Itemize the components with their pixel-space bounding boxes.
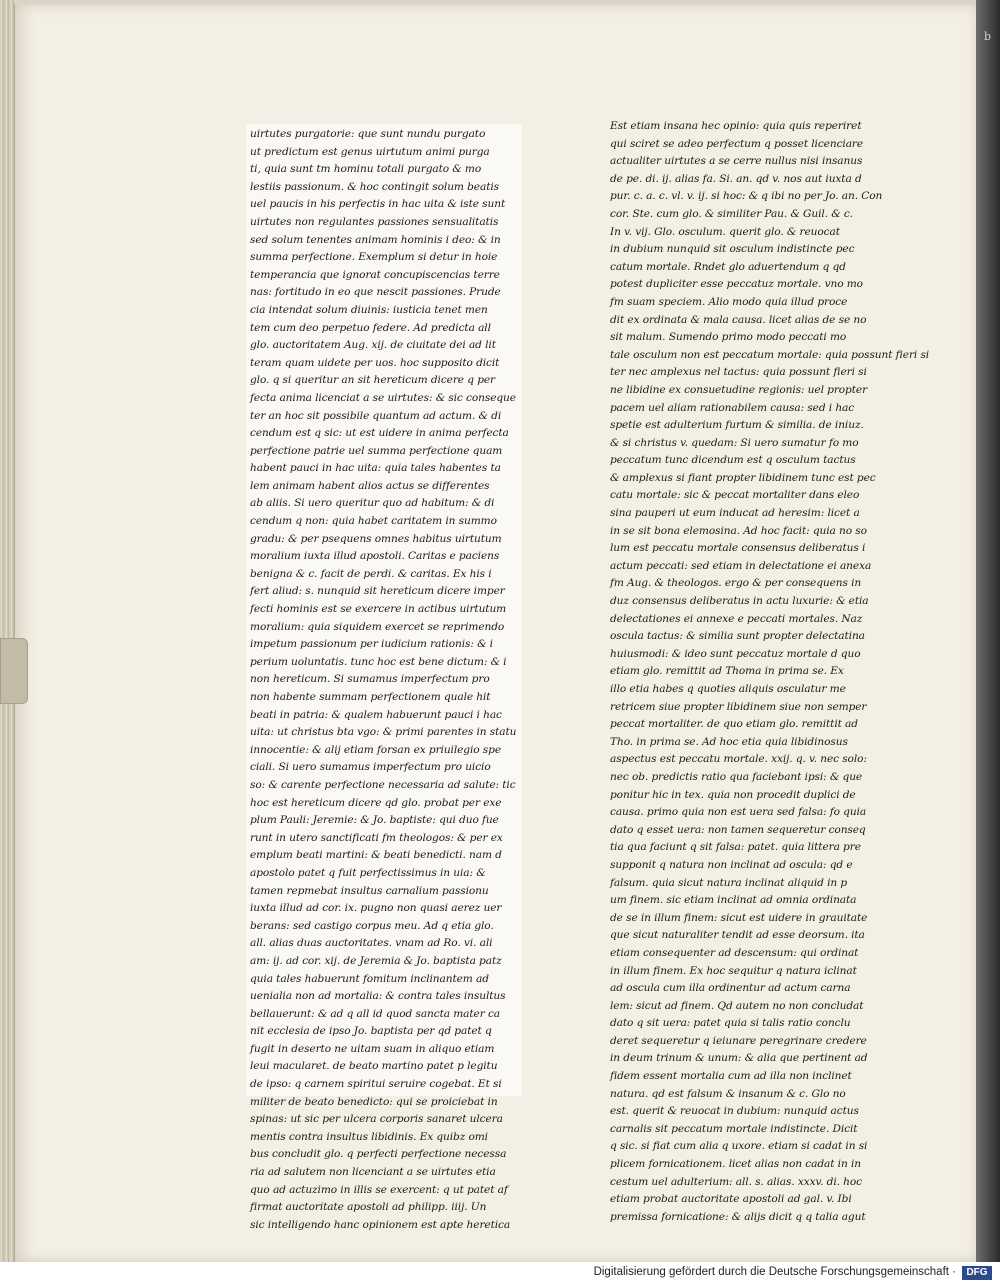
text-line: spetie est adulterium furtum & similia. de iniuz.	[610, 419, 864, 432]
text-line: in dubium nunquid sit osculum indistincte pec	[610, 243, 855, 256]
text-line: falsum. quia sicut natura inclinat aliquid in p	[610, 876, 848, 889]
text-line: tia qua faciunt q sit falsa: patet. quia littera pre	[610, 841, 861, 854]
text-line: tem cum deo perpetuo federe. Ad predicta all	[250, 321, 491, 334]
text-line: uita: ut christus bta vgo: & primi parentes in statu	[250, 726, 517, 739]
text-line: fecti hominis est se exercere in actibus uirtutum	[250, 603, 507, 616]
text-line: spinas: ut sic per ulcera corporis sanaret ulcera	[250, 1113, 503, 1126]
text-line: ria ad salutem non licenciant a se uirtutes etia	[250, 1166, 496, 1179]
text-line: ponitur hic in tex. quia non procedit duplici de	[610, 788, 856, 801]
text-line: que sicut naturaliter tendit ad esse deorsum. ita	[610, 929, 865, 942]
text-line: iuxta illud ad cor. ix. pugno non quasi aerez uer	[250, 902, 502, 915]
text-line: dit ex ordinata & mala causa. licet alias de se no	[610, 313, 867, 326]
text-line: ciali. Si uero sumamus imperfectum pro uicio	[250, 761, 491, 774]
text-line: beati in patria: & qualem habuerunt pauci i hac	[250, 708, 502, 721]
text-line: am: ij. ad cor. xij. de Jeremia & Jo. baptista patz	[250, 954, 502, 967]
text-line: Est etiam insana hec opinio: quia quis reperiret	[610, 120, 862, 132]
text-line: duz consensus deliberatus in actu luxurie: & etia	[610, 595, 869, 608]
text-line: temperancia que ignorat concupiscencias terre	[250, 268, 500, 281]
text-line: plicem fornicationem. licet alias non cadat in in	[610, 1158, 861, 1171]
text-line: quia tales habuerunt fomitum inclinantem ad	[250, 972, 489, 985]
text-line: causa. primo quia non est uera sed falsa: fo quia	[610, 806, 867, 819]
text-line: supponit q natura non inclinat ad oscula: qd e	[610, 858, 853, 871]
footer-bar	[0, 1262, 1000, 1285]
folio-mark: b	[984, 30, 992, 43]
right-text-column	[610, 118, 930, 1226]
text-line: lestiis passionum. & hoc contingit solum beatis	[250, 180, 499, 193]
text-line: peccat mortaliter. de quo etiam glo. remittit ad	[610, 718, 858, 731]
text-line: gradu: & per psequens omnes habitus uirtutum	[250, 532, 502, 545]
text-line: de se in illum finem: sicut est uidere in grauitate	[610, 911, 868, 924]
text-line: In v. vij. Glo. osculum. querit glo. & reuocat	[610, 225, 840, 238]
text-line: sed solum tenentes animam hominis i deo: & in	[250, 233, 501, 246]
text-line: fecta anima licenciat a se uirtutes: & sic conseque	[250, 391, 516, 404]
text-line: Tho. in prima se. Ad hoc etia quia libidinosus	[610, 735, 848, 748]
text-line: natura. qd est falsum & insanum & c. Glo no	[610, 1087, 846, 1100]
text-line: pur. c. a. c. vl. v. ij. si hoc: & q ibi no per Jo. an. Con	[610, 190, 883, 203]
text-line: sit malum. Sumendo primo modo peccati mo	[610, 331, 847, 344]
text-line: hoc est hereticum dicere qd glo. probat per exe	[250, 796, 502, 809]
text-line: berans: sed castigo corpus meu. Ad q etia glo.	[250, 919, 494, 932]
text-line: ab aliis. Si uero queritur quo ad habitum: & di	[250, 497, 495, 510]
text-line: ter an hoc sit possibile quantum ad actum. & di	[250, 409, 502, 422]
text-line: dato q sit uera: patet quia si talis ratio conclu	[610, 1017, 851, 1030]
text-line: teram quam uidete per uos. hoc supposito dicit	[250, 356, 500, 369]
text-line: etiam glo. remittit ad Thoma in prima se. Ex	[610, 665, 844, 678]
text-line: de pe. di. ij. alias fa. Si. an. qd v. nos aut iuxta d	[610, 172, 862, 185]
text-line: perfectione patrie uel summa perfectione quam	[250, 444, 503, 457]
page-tab-marker	[0, 638, 28, 704]
text-line: potest dupliciter esse peccatuz mortale. vno mo	[610, 278, 863, 291]
text-line: cendum q non: quia habet caritatem in summo	[250, 515, 497, 528]
text-line: delectationes ei annexe e peccati mortales. Naz	[610, 612, 863, 625]
text-line: tale osculum non est peccatum mortale: quia possunt fieri si	[610, 348, 930, 361]
text-line: fugit in deserto ne uitam suam in aliquo etiam	[250, 1042, 495, 1055]
text-line: & si christus v. quedam: Si uero sumatur fo mo	[610, 436, 859, 449]
funding-credit: Digitalisierung gefördert durch die Deutsche Forschungsgemeinschaft ·	[593, 1266, 956, 1278]
text-line: in deum trinum & unum: & alia que pertinent ad	[610, 1052, 868, 1065]
text-line: cendum est q sic: ut est uidere in anima perfecta	[250, 427, 509, 440]
text-line: carnalis sit peccatum mortale indistincte. Dicit	[610, 1122, 858, 1135]
text-line: mentis contra insultus libidinis. Ex quibz omi	[250, 1130, 488, 1143]
text-line: all. alias duas auctoritates. vnam ad Ro. vi. ali	[250, 937, 493, 950]
text-line: retricem siue propter libidinem siue non semper	[610, 700, 867, 713]
text-line: firmat auctoritate apostoli ad philipp. iiij. Un	[250, 1201, 487, 1214]
text-line: glo. auctoritatem Aug. xij. de ciuitate dei ad lit	[250, 339, 496, 352]
page-right-edge	[976, 0, 1000, 1262]
text-line: ti, quia sunt tm hominu totali purgato & mo	[250, 163, 482, 176]
text-line: peccatum tunc dicendum est q osculum tactus	[610, 454, 856, 467]
text-line: nec ob. predictis ratio qua faciebant ipsi: & que	[610, 770, 863, 783]
text-line: qui sciret se adeo perfectum q posset licenciare	[610, 137, 864, 150]
text-line: huiusmodi: & ideo sunt peccatuz mortale d quo	[610, 647, 861, 660]
text-line: ter nec amplexus nel tactus: quia possunt fieri si	[610, 366, 867, 379]
text-line: deret sequeretur q ieiunare peregrinare credere	[610, 1034, 867, 1047]
text-line: uirtutes purgatorie: que sunt nundu purgato	[250, 128, 486, 140]
text-line: quo ad actuzimo in illis se exercent: q ut patet af	[250, 1183, 508, 1196]
text-line: oscula tactus: & similia sunt propter delectatina	[610, 630, 865, 643]
text-line: bellauerunt: & ad q all id quod sancta mater ca	[250, 1007, 500, 1020]
text-line: pacem uel aliam rationabilem causa: sed i hac	[610, 401, 855, 414]
text-line: catu mortale: sic & peccat mortaliter dans eleo	[610, 489, 860, 502]
text-line: nas: fortitudo in eo que nescit passiones. Prude	[250, 286, 501, 299]
text-line: lum est peccatu mortale consensus deliberatus i	[610, 542, 866, 555]
text-line: so: & carente perfectione necessaria ad salute: tic	[250, 778, 516, 791]
text-line: innocentie: & alij etiam forsan ex priuilegio spe	[250, 743, 501, 756]
text-line: non hereticum. Si sumamus imperfectum pro	[250, 673, 490, 686]
text-line: catum mortale. Rndet glo aduertendum q qd	[610, 260, 846, 273]
text-line: lem: sicut ad finem. Qd autem no non concludat	[610, 999, 864, 1012]
text-line: premissa fornicatione: & alijs dicit q q talia agut	[610, 1210, 866, 1223]
text-line: moralium: quia siquidem exercet se reprimendo	[250, 620, 505, 633]
text-line: actum peccati: sed etiam in delectatione ei anexa	[610, 559, 872, 572]
text-line: etiam consequenter ad descensum: qui ordinat	[610, 946, 859, 959]
text-line: etiam probat auctoritate apostoli ad gal. v. Ibi	[610, 1193, 852, 1206]
text-line: fert aliud: s. nunquid sit hereticum dicere imper	[250, 585, 505, 598]
text-line: ad oscula cum illa ordinentur ad actum carna	[610, 982, 851, 995]
text-line: dato q esset uera: non tamen sequeretur conseq	[610, 823, 866, 836]
text-line: nit ecclesia de ipso Jo. baptista per qd patet q	[250, 1025, 492, 1038]
text-line: summa perfectione. Exemplum si detur in hoie	[250, 251, 498, 264]
text-line: est. querit & reuocat in dubium: nunquid actus	[610, 1105, 859, 1118]
text-line: uel paucis in his perfectis in hac uita & iste sunt	[250, 198, 506, 211]
text-line: emplum beati martini: & beati benedicti. nam d	[250, 849, 502, 862]
text-line: plum Pauli: Jeremie: & Jo. baptiste: qui duo fue	[250, 814, 499, 827]
text-line: perium uoluntatis. tunc hoc est bene dictum: & i	[250, 655, 507, 668]
text-line: cia intendat solum diuinis: iusticia tenet men	[250, 303, 488, 316]
text-line: actualiter uirtutes a se cerre nullus nisi insanus	[610, 155, 863, 168]
dfg-logo: DFG	[962, 1266, 992, 1280]
text-line: fm suam speciem. Alio modo quia illud proce	[610, 295, 848, 308]
text-line: illo etia habes q quoties aliquis osculatur me	[610, 683, 846, 695]
text-line: uenialia non ad mortalia: & contra tales insultus	[250, 990, 506, 1003]
text-line: moralium iuxta illud apostoli. Caritas e paciens	[250, 550, 500, 563]
text-line: sina pauperi ut eum inducat ad heresim: licet a	[610, 507, 860, 520]
text-line: militer de beato benedicto: qui se proiciebat in	[250, 1095, 498, 1108]
text-line: lem animam habent alios actus se differentes	[250, 479, 490, 492]
text-line: glo. q si queritur an sit hereticum dicere q per	[250, 374, 496, 387]
text-line: in illum finem. Ex hoc sequitur q natura iclinat	[610, 964, 857, 977]
left-text-column	[246, 124, 522, 1231]
text-line: ut predictum est genus uirtutum animi purga	[250, 145, 490, 158]
text-line: um finem. sic etiam inclinat ad omnia ordinata	[610, 894, 857, 907]
text-line: in se sit bona elemosina. Ad hoc facit: quia no so	[610, 524, 867, 537]
text-line: cestum uel adulterium: all. s. alias. xxxv. di. hoc	[610, 1175, 862, 1188]
text-line: bus concludit glo. q perfecti perfectione necessa	[250, 1148, 507, 1161]
text-line: apostolo patet q fuit perfectissimus in uia: &	[250, 866, 486, 879]
text-line: de ipso: q carnem spiritui seruire cogebat. Et si	[250, 1078, 502, 1091]
text-line: aspectus est peccatu mortale. xxij. q. v. nec solo:	[610, 753, 867, 766]
text-line: fidem essent mortalia cum ad illa non inclinet	[610, 1070, 852, 1083]
text-line: sic intelligendo hanc opinionem est apte heretica	[250, 1218, 511, 1231]
text-line: cor. Ste. cum glo. & similiter Pau. & Guil. & c.	[610, 207, 853, 220]
text-line: uirtutes non regulantes passiones sensualitatis	[250, 215, 499, 228]
book-fore-edge	[0, 0, 14, 1262]
text-line: q sic. si fiat cum alia q uxore. etiam si cadat in si	[610, 1140, 868, 1153]
text-line: & amplexus si fiant propter libidinem tunc est pec	[610, 471, 876, 484]
text-line: non habente summam perfectionem quale hit	[250, 691, 491, 703]
text-line: impetum passionum per iudicium rationis: & i	[250, 638, 493, 651]
text-line: habent pauci in hac uita: quia tales habentes ta	[250, 462, 501, 475]
text-line: ne libidine ex consuetudine regionis: uel propter	[610, 383, 868, 396]
text-line: leui macularet. de beato martino patet p legitu	[250, 1060, 498, 1073]
text-line: runt in utero sanctificati fm theologos: & per ex	[250, 831, 503, 844]
text-line: benigna & c. facit de perdi. & caritas. Ex his i	[250, 567, 492, 580]
text-line: tamen repmebat insultus carnalium passionu	[250, 884, 489, 897]
text-line: fm Aug. & theologos. ergo & per consequens in	[610, 577, 862, 590]
